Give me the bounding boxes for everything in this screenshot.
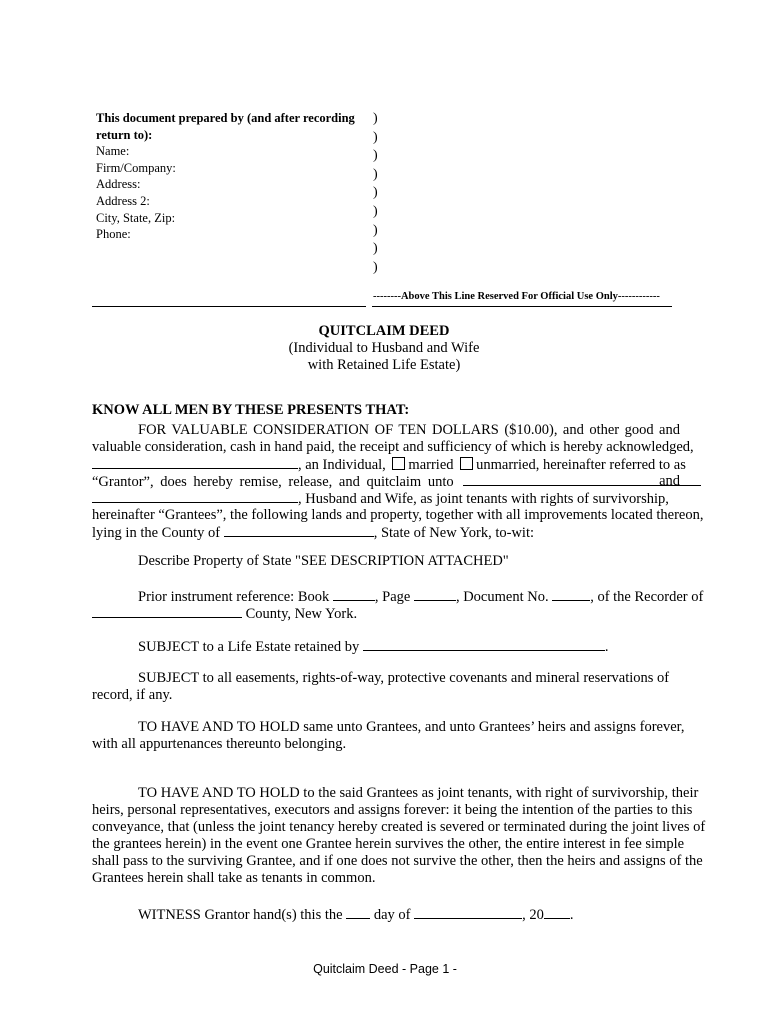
married-checkbox[interactable] [392,457,405,470]
preparer-heading-line2: return to): [96,127,153,142]
property-description: Describe Property of State "SEE DESCRIPTION ATTACHED" [138,553,509,569]
para1-line6: hereinafter “Grantees”, the following lands and property, together with all improvements located thereon, [92,507,704,523]
have-hold1-line2: with all appurtenances thereunto belonging. [92,736,347,752]
paren: ) [373,259,378,275]
know-all-heading: KNOW ALL MEN BY THESE PRESENTS THAT: [92,402,410,418]
recorder-county-blank[interactable] [92,605,242,618]
grantor-name-blank[interactable] [92,456,298,469]
prior-instrument-line1: Prior instrument reference: Book , Page , Document No. , of the Recorder of [138,589,704,605]
have-hold2-line5: shall pass to the surviving Grantee, and if one does not survive the other, then the heirs and assigns of the [92,853,703,869]
deed-subtitle-line2: with Retained Life Estate) [307,357,461,373]
subject-life-estate: SUBJECT to a Life Estate retained by . [138,639,609,655]
divider-right [372,306,672,307]
parenthesis-column [373,110,378,277]
para1-line7: lying in the County of , State of New York, to-wit: [92,525,535,541]
subject-easements-line2: record, if any. [92,687,173,703]
preparer-heading-line1: This document prepared by (and after recording [96,111,355,125]
book-blank[interactable] [333,588,375,601]
unmarried-checkbox[interactable] [460,457,473,470]
paren: ) [373,129,378,145]
life-estate-holder-blank[interactable] [363,638,605,651]
grantee2-name-blank[interactable] [92,490,298,503]
prior-instrument-line2: County, New York. [92,605,680,623]
have-hold1-line1: TO HAVE AND TO HOLD same unto Grantees, and unto Grantees’ heirs and assigns forever, [138,719,685,735]
paren: ) [373,166,378,182]
page-footer: Quitclaim Deed - Page 1 - [313,962,457,976]
para1-line3: , an Individual, married unmarried, hereinafter referred to as [92,456,680,474]
witness-line: WITNESS Grantor hand(s) this the day of , 20 . [138,907,574,923]
paren: ) [373,185,378,201]
paren: ) [373,111,378,126]
county-blank[interactable] [224,524,374,537]
witness-year-blank[interactable] [544,906,570,919]
official-use-notice: --------Above This Line Reserved For Official Use Only------------ [373,291,660,302]
para1-line4: “Grantor”, does hereby remise, release, and quitclaim unto and [92,473,680,491]
paren: ) [373,241,378,257]
have-hold2-line2: heirs, personal representatives, executors and assigns forever: it being the intention of the parties to this [92,802,693,818]
have-hold2-line4: the grantees herein) in the event one Grantee herein survives the other, the entire interest in fee simple [92,836,685,852]
witness-month-blank[interactable] [414,906,522,919]
divider-left [92,306,366,307]
preparer-name-label: Name: [96,144,130,159]
preparer-firm-label: Firm/Company: [96,160,176,175]
paren: ) [373,203,378,219]
paren: ) [373,148,378,164]
deed-title-block [92,323,676,374]
witness-day-blank[interactable] [346,906,370,919]
document-no-blank[interactable] [552,588,590,601]
para1-line2: valuable consideration, cash in hand paid, the receipt and sufficiency of which is hereby acknowledged, [92,439,694,455]
deed-title: QUITCLAIM DEED [318,323,450,339]
have-hold2-line3: conveyance, that (unless the joint tenancy hereby created is severed or terminated during the joint lives of [92,819,706,835]
subject-easements-line1: SUBJECT to all easements, rights-of-way, protective covenants and mineral reservations of [138,670,670,686]
para1-line5: , Husband and Wife, as joint tenants with rights of survivorship, [92,490,680,508]
paren: ) [373,222,378,238]
deed-subtitle-line1: (Individual to Husband and Wife [288,340,480,356]
have-hold2-line6: Grantees herein shall take as tenants in common. [92,870,376,886]
have-hold2-line1: TO HAVE AND TO HOLD to the said Grantees as joint tenants, with right of survivorship, their [138,785,699,801]
preparer-block [96,110,376,243]
preparer-address-label: Address: [96,177,141,192]
married-label: married [408,457,454,473]
preparer-phone-label: Phone: [96,227,131,242]
para1-line1: FOR VALUABLE CONSIDERATION OF TEN DOLLARS ($10.00), and other good and [138,422,680,438]
preparer-address2-label: Address 2: [96,193,150,208]
page-blank[interactable] [414,588,456,601]
unmarried-label: unmarried, hereinafter referred to as [476,457,686,473]
preparer-city-label: City, State, Zip: [96,210,176,225]
